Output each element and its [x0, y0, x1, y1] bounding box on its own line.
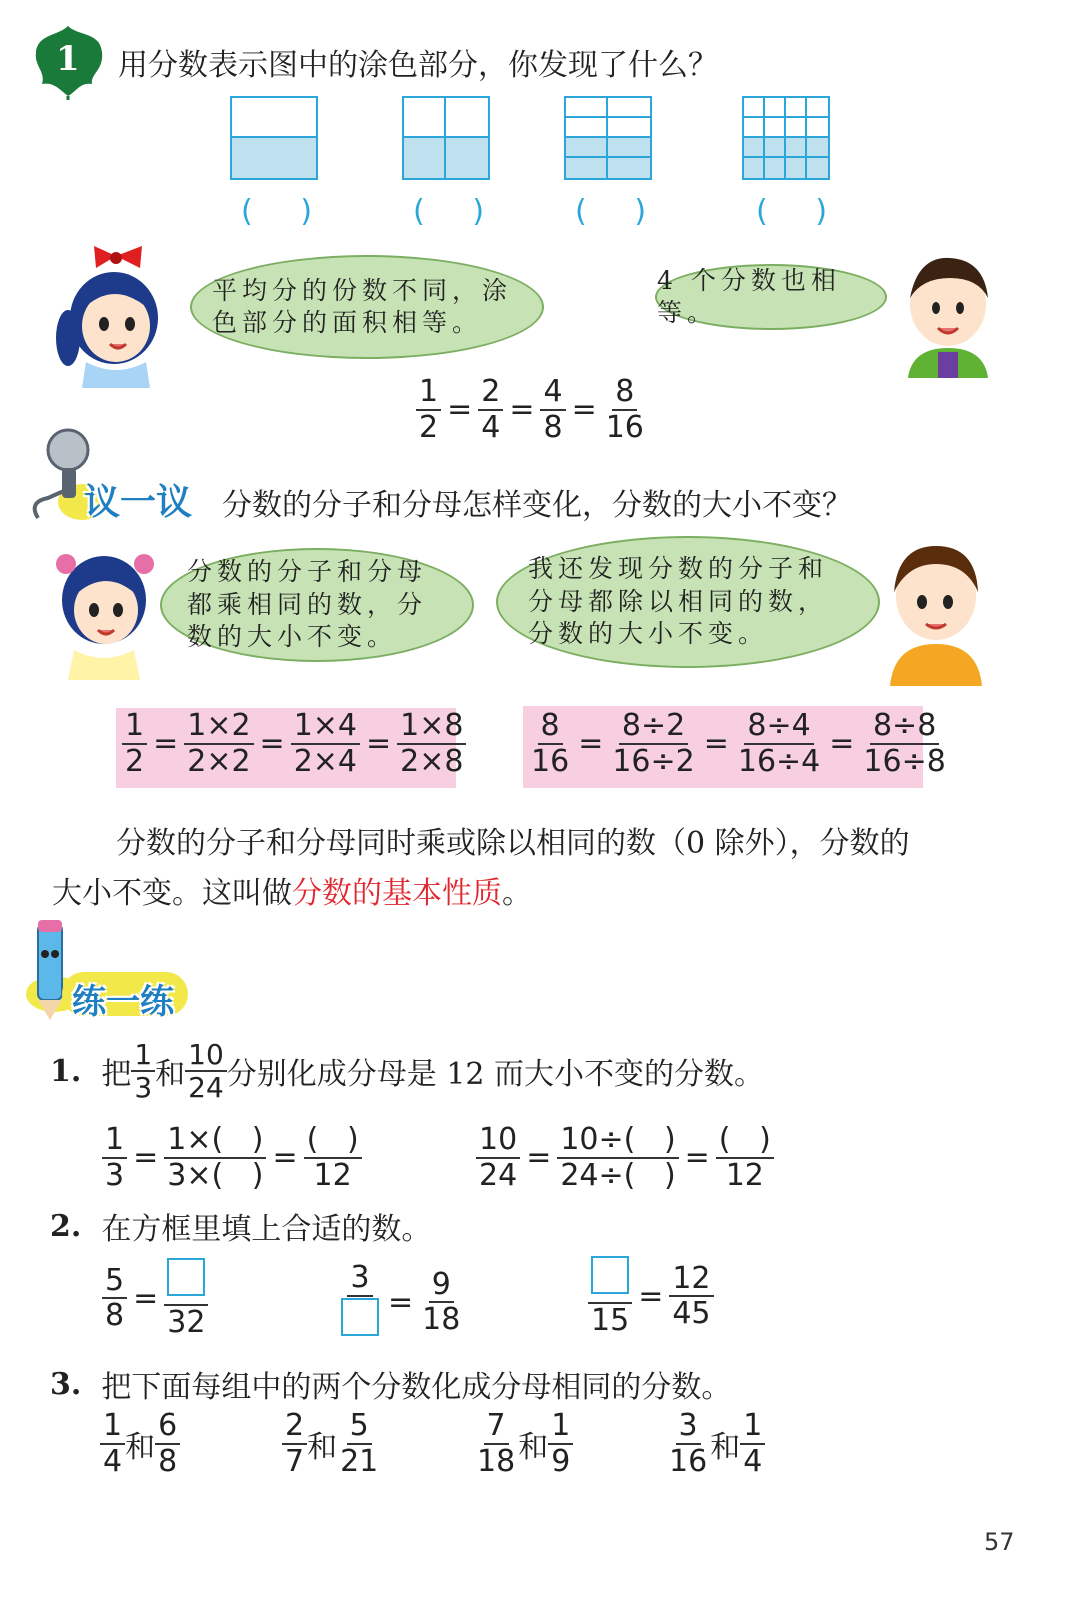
girl-avatar [54, 238, 174, 388]
speech-bubble-girl2: 分数的分子和分母都乘相同的数，分数的大小不变。 [160, 548, 474, 662]
page-number: 57 [984, 1528, 1015, 1556]
grid-halves [230, 96, 318, 180]
fraction-pair-2: $\frac{2}{7}$ 和 $\frac{5}{21}$ [282, 1410, 381, 1477]
discuss-title: 议一议 [84, 482, 193, 523]
divide-example: $\frac{8}{16}$ = $\frac{8\div 2}{16\div 2}$ = $\frac{8\div 4}{16\div 4}$ = $\frac{8\div 8}{16\div 8}$ [531, 708, 946, 779]
answer-box[interactable] [591, 1256, 629, 1294]
grid-sixteenths [742, 96, 830, 180]
practice-q2c: 15 = $\frac{12}{45}$ [588, 1256, 714, 1336]
equivalent-fractions: $\frac{1}{2}$ = $\frac{2}{4}$ = $\frac{4}{8}$ = $\frac{8}{16}$ [416, 376, 647, 443]
section-number: 1 [56, 39, 80, 79]
boy-avatar [898, 248, 998, 378]
answer-blank-3[interactable]: ( ) [575, 194, 647, 229]
practice-q1a: $\frac{1}{3}$ = $\frac{1\times( )}{3\times( )}$ = $\frac{( )}{12}$ [102, 1124, 362, 1191]
property-line1: 分数的分子和分母同时乘或除以相同的数（0 除外），分数的 [116, 826, 910, 861]
fraction-pair-4: $\frac{3}{16}$ 和 $\frac{1}{4}$ [666, 1410, 765, 1477]
boy2-avatar [880, 536, 992, 686]
discuss-question: 分数的分子和分母怎样变化，分数的大小不变？ [222, 488, 852, 523]
practice-q2a: $\frac{5}{8}$ = 32 [102, 1258, 208, 1338]
grid-quarters [402, 96, 490, 180]
key-term: 分数的基本性质 [292, 876, 502, 911]
blank[interactable]: 1×( ) [164, 1124, 266, 1159]
answer-box[interactable] [167, 1258, 205, 1296]
answer-blank-2[interactable]: ( ) [413, 194, 485, 229]
practice-q3: 3. 把下面每组中的两个分数化成分母相同的分数。 [50, 1366, 732, 1405]
practice-q1: 1. 把 $\frac{1}{3}$ 和 $\frac{10}{24}$ 分别化成分母是 12 而大小不变的分数。 [50, 1038, 765, 1105]
girl2-avatar [48, 540, 158, 680]
answer-blank-4[interactable]: ( ) [756, 194, 828, 229]
practice-q2b: 3 = $\frac{9}{18}$ [338, 1262, 463, 1342]
fraction-pair-3: $\frac{7}{18}$ 和 $\frac{1}{9}$ [474, 1410, 573, 1477]
practice-q1b: $\frac{10}{24}$ = $\frac{10\div( )}{24\div( )}$ = $\frac{( )}{12}$ [476, 1124, 774, 1191]
grid-eighths [564, 96, 652, 180]
answer-blank-1[interactable]: ( ) [241, 194, 313, 229]
speech-bubble-girl1: 平均分的份数不同，涂色部分的面积相等。 [190, 255, 544, 359]
speech-bubble-boy2: 我还发现分数的分子和分母都除以相同的数，分数的大小不变。 [496, 536, 880, 668]
practice-title: 练一练 [72, 982, 174, 1022]
answer-box[interactable] [341, 1298, 379, 1336]
leaf-icon [30, 22, 108, 100]
practice-q2: 2. 在方框里填上合适的数。 [50, 1208, 432, 1247]
fraction-pair-1: $\frac{1}{4}$ 和 $\frac{6}{8}$ [100, 1410, 180, 1477]
property-line2: 大小不变。这叫做分数的基本性质。 [52, 876, 532, 911]
speech-bubble-boy1: 4 个分数也相等。 [655, 264, 887, 330]
section1-question: 用分数表示图中的涂色部分，你发现了什么？ [118, 48, 718, 83]
multiply-example: $\frac{1}{2}$ = $\frac{1\times 2}{2\times 2}$ = $\frac{1\times 4}{2\times 4}$ = $\frac{1\times 8}{2\times 8}$ [122, 710, 466, 777]
